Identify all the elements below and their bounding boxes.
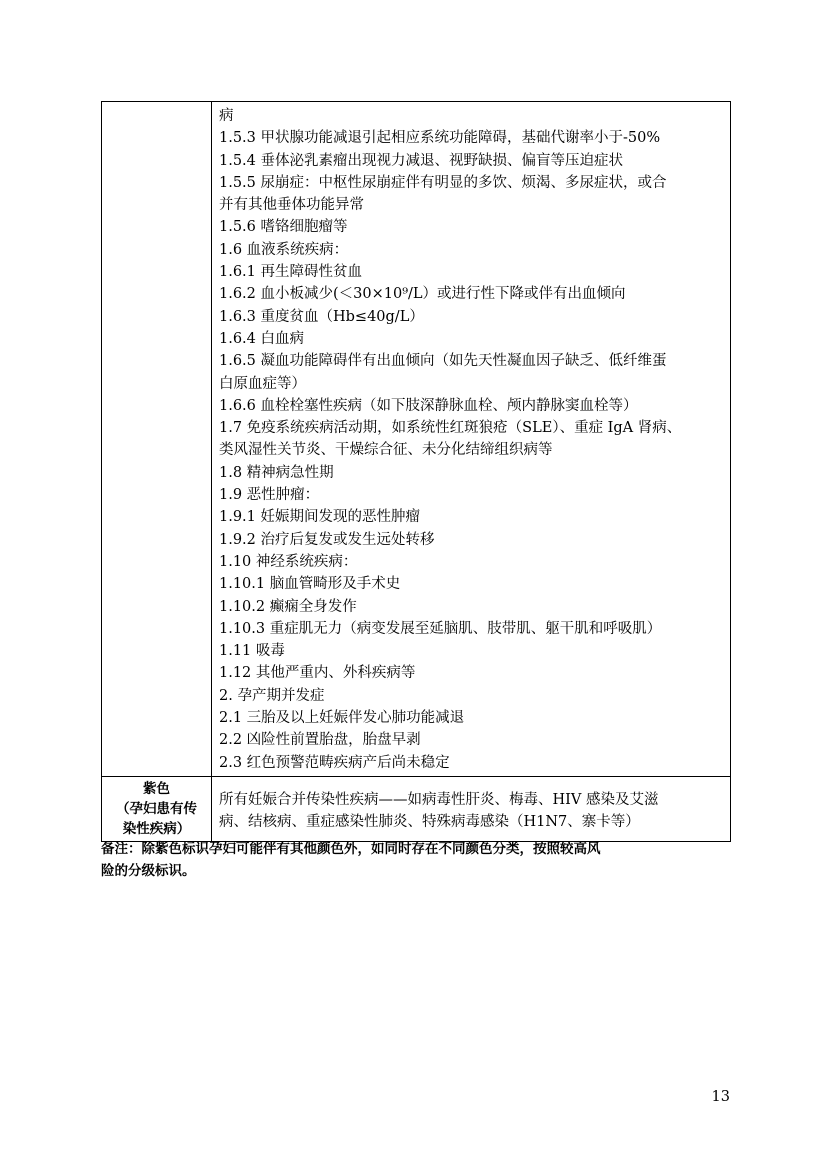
condition-line: 1.6.1 再生障碍性贫血 <box>219 264 363 281</box>
condition-line: 1.6.4 白血病 <box>219 330 305 347</box>
purple-content-line: 所有妊娠合并传染性疾病——如病毒性肝炎、梅毒、HIV 感染及艾滋 <box>219 791 659 808</box>
footnote-line: 险的分级标识。 <box>101 863 196 879</box>
condition-line: 1.5.5 尿崩症：中枢性尿崩症伴有明显的多饮、烦渴、多尿症状，或合 <box>219 174 667 191</box>
condition-line: 2. 孕产期并发症 <box>219 687 325 704</box>
condition-line: 1.6.6 血栓栓塞性疾病（如下肢深静脉血栓、颅内静脉窦血栓等） <box>219 397 638 414</box>
condition-line: 1.6.2 血小板减少(＜30×10⁹/L）或进行性下降或伴有出血倾向 <box>219 286 626 303</box>
condition-line: 1.6.5 凝血功能障碍伴有出血倾向（如先天性凝血因子缺乏、低纤维蛋 <box>219 353 667 370</box>
red-section-row <box>102 102 731 777</box>
condition-line: 病 <box>219 108 234 124</box>
purple-label-line: 紫色 <box>143 780 170 797</box>
purple-section-content-cell <box>212 776 731 841</box>
red-section-content-cell <box>212 102 731 777</box>
risk-classification-table <box>101 101 731 842</box>
purple-section-row <box>102 776 731 841</box>
footnote-line: 备注：除紫色标识孕妇可能伴有其他颜色外，如同时存在不同颜色分类，按照较高风 <box>101 841 601 857</box>
condition-line: 并有其他垂体功能异常 <box>219 197 364 214</box>
purple-label-line: （孕妇患有传 <box>116 800 197 817</box>
condition-line: 1.10.3 重症肌无力（病变发展至延脑肌、肢带肌、躯干肌和呼吸肌） <box>219 620 662 637</box>
condition-line: 1.10.1 脑血管畸形及手术史 <box>219 576 401 593</box>
condition-line: 1.5.6 嗜铬细胞瘤等 <box>219 219 348 236</box>
condition-line: 2.3 红色预警范畴疾病产后尚未稳定 <box>219 754 450 771</box>
condition-line: 1.10 神经系统疾病： <box>219 553 358 570</box>
condition-line: 1.5.3 甲状腺功能减退引起相应系统功能障碍，基础代谢率小于-50% <box>219 130 661 147</box>
condition-line: 2.2 凶险性前置胎盘，胎盘早剥 <box>219 732 421 749</box>
condition-line: 1.12 其他严重内、外科疾病等 <box>219 665 416 682</box>
page-number: 13 <box>711 1089 730 1105</box>
condition-line: 1.8 精神病急性期 <box>219 464 334 481</box>
condition-line: 1.11 吸毒 <box>219 643 285 660</box>
condition-line: 1.9.1 妊娠期间发现的恶性肿瘤 <box>219 509 421 526</box>
table-footnote <box>101 838 731 882</box>
condition-line: 1.5.4 垂体泌乳素瘤出现视力减退、视野缺损、偏盲等压迫症状 <box>219 152 624 169</box>
condition-line: 1.6 血液系统疾病： <box>219 241 349 258</box>
purple-content-line: 病、结核病、重症感染性肺炎、特殊病毒感染（H1N7、寨卡等） <box>219 813 640 830</box>
condition-line: 类风湿性关节炎、干燥综合征、未分化结缔组织病等 <box>219 442 553 459</box>
condition-line: 白原血症等） <box>219 375 306 392</box>
red-section-label-cell <box>102 102 212 777</box>
condition-line: 1.7 免疫系统疾病活动期，如系统性红斑狼疮（SLE）、重症 IgA 肾病、 <box>219 420 682 437</box>
purple-section-label-cell <box>102 776 212 841</box>
red-section-lines <box>219 105 724 774</box>
condition-line: 1.10.2 癫痫全身发作 <box>219 598 357 615</box>
condition-line: 2.1 三胎及以上妊娠伴发心肺功能减退 <box>219 710 465 727</box>
condition-line: 1.9 恶性肿瘤： <box>219 487 320 504</box>
condition-line: 1.6.3 重度贫血（Hb≤40g/L） <box>219 308 424 325</box>
condition-line: 1.9.2 治疗后复发或发生远处转移 <box>219 531 435 548</box>
purple-label-line: 染性疾病） <box>122 820 191 837</box>
